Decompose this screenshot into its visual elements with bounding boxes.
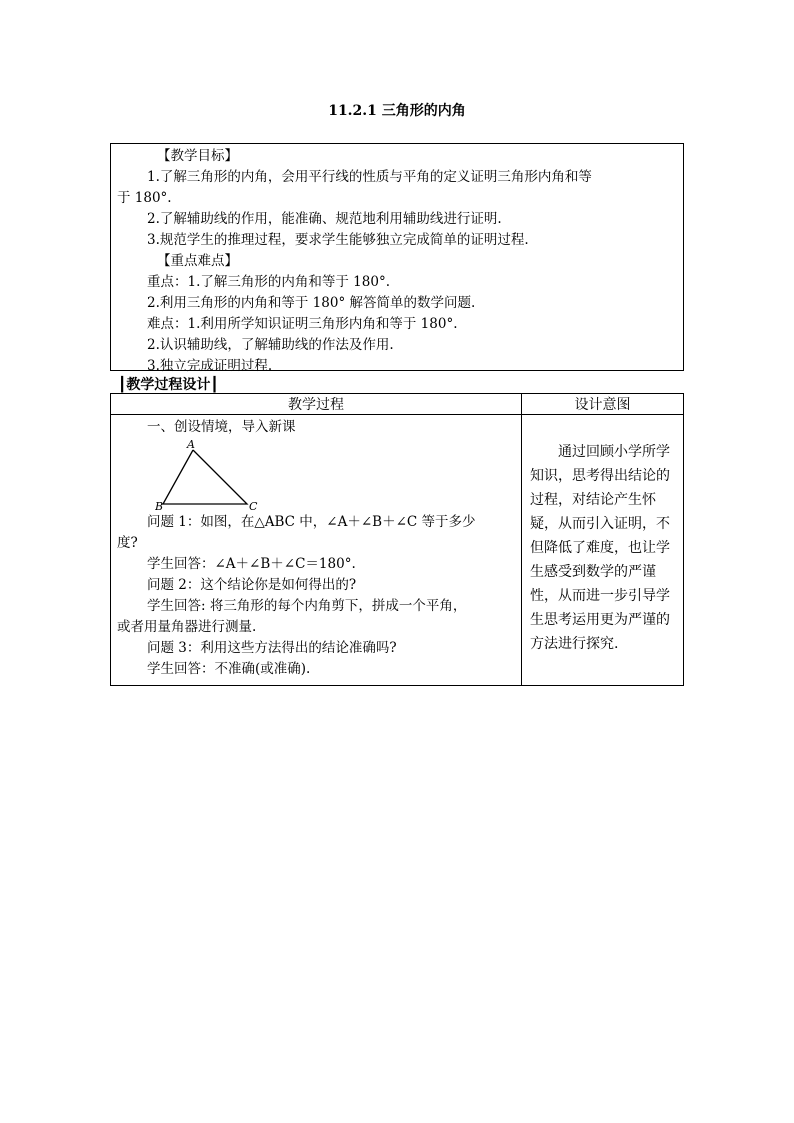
step-1: 一、创设情境，导入新课	[147, 419, 296, 435]
design-intent-text: 通过回顾小学所学知识，思考得出结论的过程，对结论产生怀疑，从而引入证明，不但降低了难度，也让学生感受到数学的严谨性，从而进一步引导学生思考运用更为严谨的方法进行探究.	[530, 444, 670, 652]
question-1-line-2: 度?	[117, 535, 138, 551]
difficulty-1: 难点：1.利用所学知识证明三角形内角和等于 180°.	[147, 316, 458, 332]
goal-2: 2.了解辅助线的作用，能准确、规范地利用辅助线进行证明.	[147, 211, 502, 227]
key-point-1: 重点：1.了解三角形的内角和等于 180°.	[147, 274, 390, 290]
answer-3: 学生回答：不准确(或准确).	[147, 661, 311, 677]
col-header-intent: 设计意图	[522, 394, 684, 415]
goal-1-line-1: 1.了解三角形的内角，会用平行线的性质与平角的定义证明三角形内角和等	[147, 169, 592, 185]
answer-1: 学生回答：∠A＋∠B＋∠C＝180°.	[147, 556, 356, 572]
question-3: 问题 3：利用这些方法得出的结论准确吗?	[147, 640, 397, 656]
difficulty-2: 2.认识辅助线，了解辅助线的作法及作用.	[147, 337, 394, 353]
difficulty-3: 3.独立完成证明过程.	[147, 358, 273, 374]
process-cell	[111, 415, 522, 686]
vertex-label-c: C	[249, 500, 258, 512]
question-1-line-1: 问题 1：如图，在△ABC 中，∠A＋∠B＋∠C 等于多少	[147, 514, 476, 530]
goal-3: 3.规范学生的推理过程，要求学生能够独立完成简单的证明过程.	[147, 232, 529, 248]
triangle-figure	[155, 440, 265, 512]
intent-cell	[522, 415, 684, 686]
answer-2-line-1: 学生回答: 将三角形的每个内角剪下，拼成一个平角，	[147, 598, 467, 614]
key-point-2: 2.利用三角形的内角和等于 180° 解答简单的数学问题.	[147, 295, 476, 311]
question-2: 问题 2：这个结论你是如何得出的?	[147, 577, 357, 593]
triangle-abc	[163, 450, 247, 504]
objectives-heading: 【教学目标】	[157, 148, 238, 164]
section-label: ┃教学过程设计┃	[118, 377, 219, 393]
answer-2-line-2: 或者用量角器进行测量.	[117, 619, 257, 635]
col-header-process: 教学过程	[111, 394, 522, 415]
process-table	[110, 393, 684, 686]
vertex-label-b: B	[155, 500, 164, 512]
page-title: 11.2.1 三角形的内角	[328, 103, 466, 119]
vertex-label-a: A	[187, 440, 195, 451]
table-row	[111, 415, 684, 686]
table-header-row	[111, 394, 684, 415]
objectives-box	[110, 143, 684, 374]
key-points-heading: 【重点难点】	[157, 253, 238, 269]
goal-1-line-2: 于 180°.	[117, 190, 172, 206]
